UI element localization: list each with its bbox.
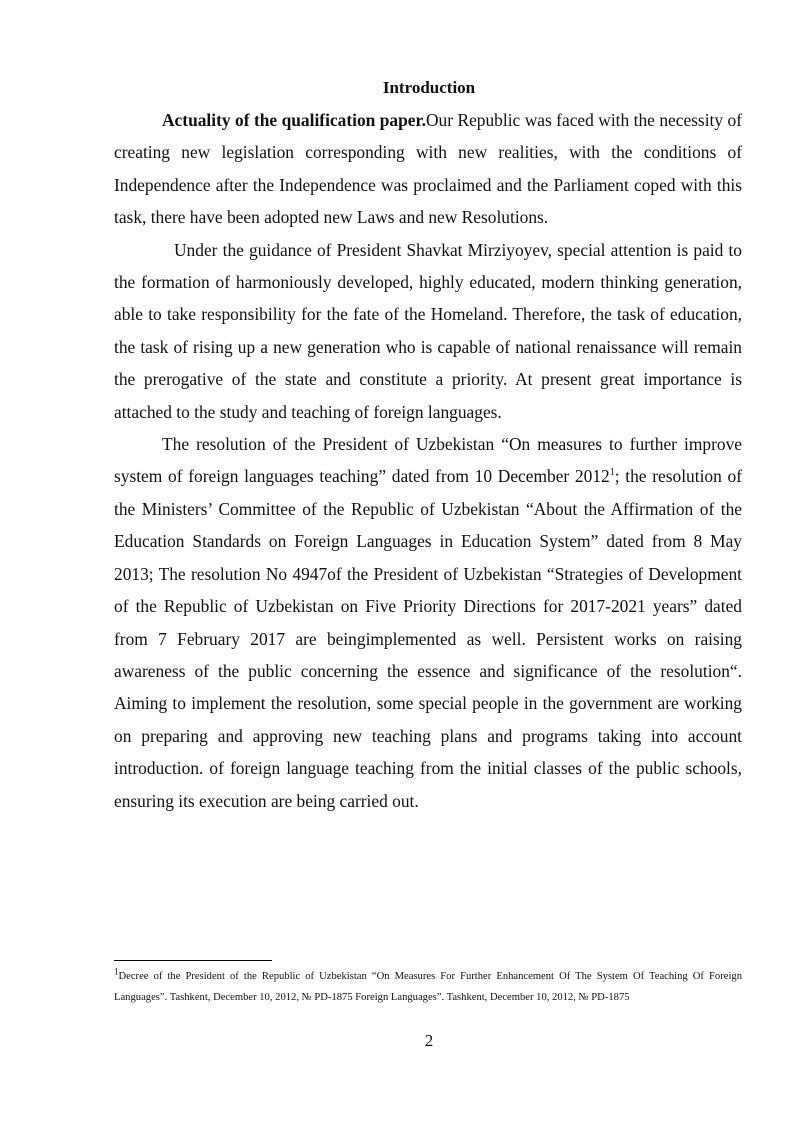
footnote-divider bbox=[114, 960, 272, 961]
paragraph-3 bbox=[114, 428, 742, 817]
page-title: Introduction bbox=[382, 78, 476, 97]
page-number: 2 bbox=[424, 1031, 434, 1050]
footnote-reference: 1 bbox=[609, 467, 615, 479]
paragraph-2: Under the guidance of President Shavkat Mirziyoyev, special attention is paid to the formation of harmoniously developed, highly educated, modern thinking generation, able to take responsibility for the fate of the Homeland. Therefore, the task of education, the task of rising up a new generation who is capable of national renaissance will remain the prerogative of the state and constitute a priority. At present great importance is attached to the study and teaching of foreign languages. bbox=[114, 239, 742, 422]
paragraph-3-text-b: ; the resolution of the Ministers’ Committee of the Republic of Uzbekistan “About the Affirmation of the Education Standards on Foreign Languages in Education System” dated from 8 May 2013; The resolution No 4947of the President of Uzbekistan “Strategies of Development of the Republic of Uzbekistan on Five Priority Directions for 2017-2021 years” dated from 7 February 2017 are beingimplemented as well. Persistent works on raising awareness of the public concerning the essence and significance of the resolution“. Aiming to implement the resolution, some special people in the government are working on preparing and approving new teaching plans and programs taking into account introduction. of foreign language teaching from the initial classes of the public schools, ensuring its execution are being carried out. bbox=[114, 466, 742, 811]
footnote-marker: 1 bbox=[114, 966, 119, 977]
footnote-text: Decree of the President of the Republic of Uzbekistan “On Measures For Further Enhancement Of The System Of Teaching Of Foreign Languages”. Tashkent, December 10, 2012, № PD-1875 Foreign Languages”. Tashkent, December 10, 2012, № PD-1875 bbox=[114, 971, 742, 1003]
paragraph-3-text-a: The resolution of the President of Uzbekistan “On measures to further improve system of foreign languages teaching” dated from 10 December 2012 bbox=[114, 434, 742, 487]
footnote bbox=[114, 966, 742, 1008]
paragraph-1-text: Our Republic was faced with the necessity of creating new legislation corresponding with new realities, with the conditions of Independence after the Independence was proclaimed and the Parliament coped with this task, there have been adopted new Laws and new Resolutions. bbox=[114, 110, 742, 228]
paragraph-1 bbox=[114, 104, 742, 234]
section-heading: Actuality of the qualification paper. bbox=[162, 110, 426, 130]
body-text bbox=[114, 104, 742, 817]
